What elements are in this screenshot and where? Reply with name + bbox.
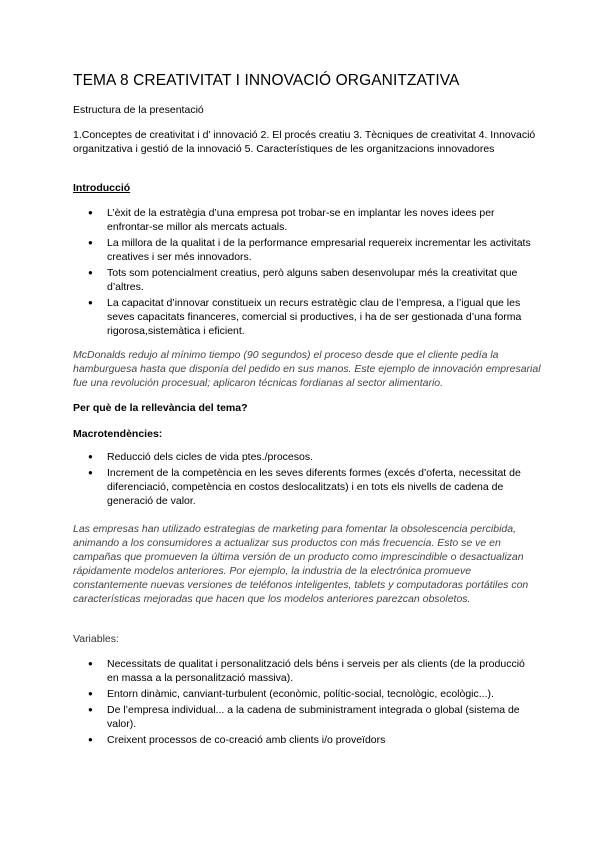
list-item: ● Tots som potencialment creatius, però alguns saben desenvolupar més la creativitat que d’altres. <box>73 266 535 294</box>
list-item: ● La millora de la qualitat i de la performance empresarial requereix incrementar les activitats creatives i ser més innovadors. <box>73 236 535 264</box>
page-title: TEMA 8 CREATIVITAT I INNOVACIÓ ORGANITZATIVA <box>73 72 460 89</box>
list-item: ● L’èxit de la estratègia d’una empresa pot trobar-se en implantar les noves idees per enfrontar-se millor als mercats actuals. <box>73 206 535 234</box>
list-item: ● Entorn dinàmic, canviant-turbulent (econòmic, polític-social, tecnològic, ecològic...). <box>73 687 535 701</box>
variables-heading: Variables: <box>73 633 119 645</box>
presentation-structure-label: Estructura de la presentació <box>73 104 204 116</box>
list-item: ● La capacitat d’innovar constitueix un recurs estratègic clau de l’empresa, a l’igual que les seves capacitats financeres, comercial si productives, i ha de ser gestionada d’una forma rigorosa,sistemàtica i eficient. <box>73 296 535 338</box>
list-item: ● De l’empresa individual... a la cadena de subministrament integrada o global (sistema de valor). <box>73 703 535 731</box>
relevance-heading: Per què de la rellevància del tema? <box>73 402 248 414</box>
macrotrends-heading: Macrotendències: <box>73 428 163 440</box>
list-item: ● Reducció dels cicles de vida ptes./procesos. <box>73 450 535 464</box>
macrotrends-bullet-list <box>73 450 535 510</box>
variables-bullet-list <box>73 657 535 749</box>
intro-bullet-list <box>73 206 535 340</box>
mcdonalds-note: McDonalds redujo al mínimo tiempo (90 segundos) el proceso desde que el cliente pedía la hamburguesa hasta que disponía del pedido en sus manos. Este ejemplo de innovación empresarial fue una revolución procesual; aplicaron técnicas fordianas al sector alimentario. <box>73 349 541 389</box>
list-item: ● Necessitats de qualitat i personalització dels béns i serveis per als clients (de la producció en massa a la personalització massiva). <box>73 657 535 685</box>
list-item: ● Creixent processos de co-creació amb clients i/o proveïdors <box>73 733 535 747</box>
obsolescence-note: Las empresas han utilizado estrategias de marketing para fomentar la obsolescencia percibida, animando a los consumidores a actualizar sus productos con más frecuencia. Esto se ve en campañas que promueven la última versión de un producto como imprescindible o desactualizan rápidamente modelos anteriores. Por ejemplo, la industria de la electrónica promueve constantemente nuevas versiones de teléfonos inteligentes, tablets y computadoras portátiles con características mejoradas que hacen que los modelos anteriores parezcan obsoletos. <box>73 523 529 605</box>
intro-heading: Introducció <box>73 182 131 194</box>
list-item: ● Increment de la competència en les seves diferents formes (excés d’oferta, necessitat de diferenciació, competència en costos deslocalitzats) i en tots els nivells de cadena de generació de valor. <box>73 466 535 508</box>
concepts-line: 1.Conceptes de creativitat i d’ innovació 2. El procés creatiu 3. Tècniques de creativitat 4. Innovació organitzativa i gestió de la innovació 5. Característiques de les organitzacions innovadores <box>73 129 536 155</box>
